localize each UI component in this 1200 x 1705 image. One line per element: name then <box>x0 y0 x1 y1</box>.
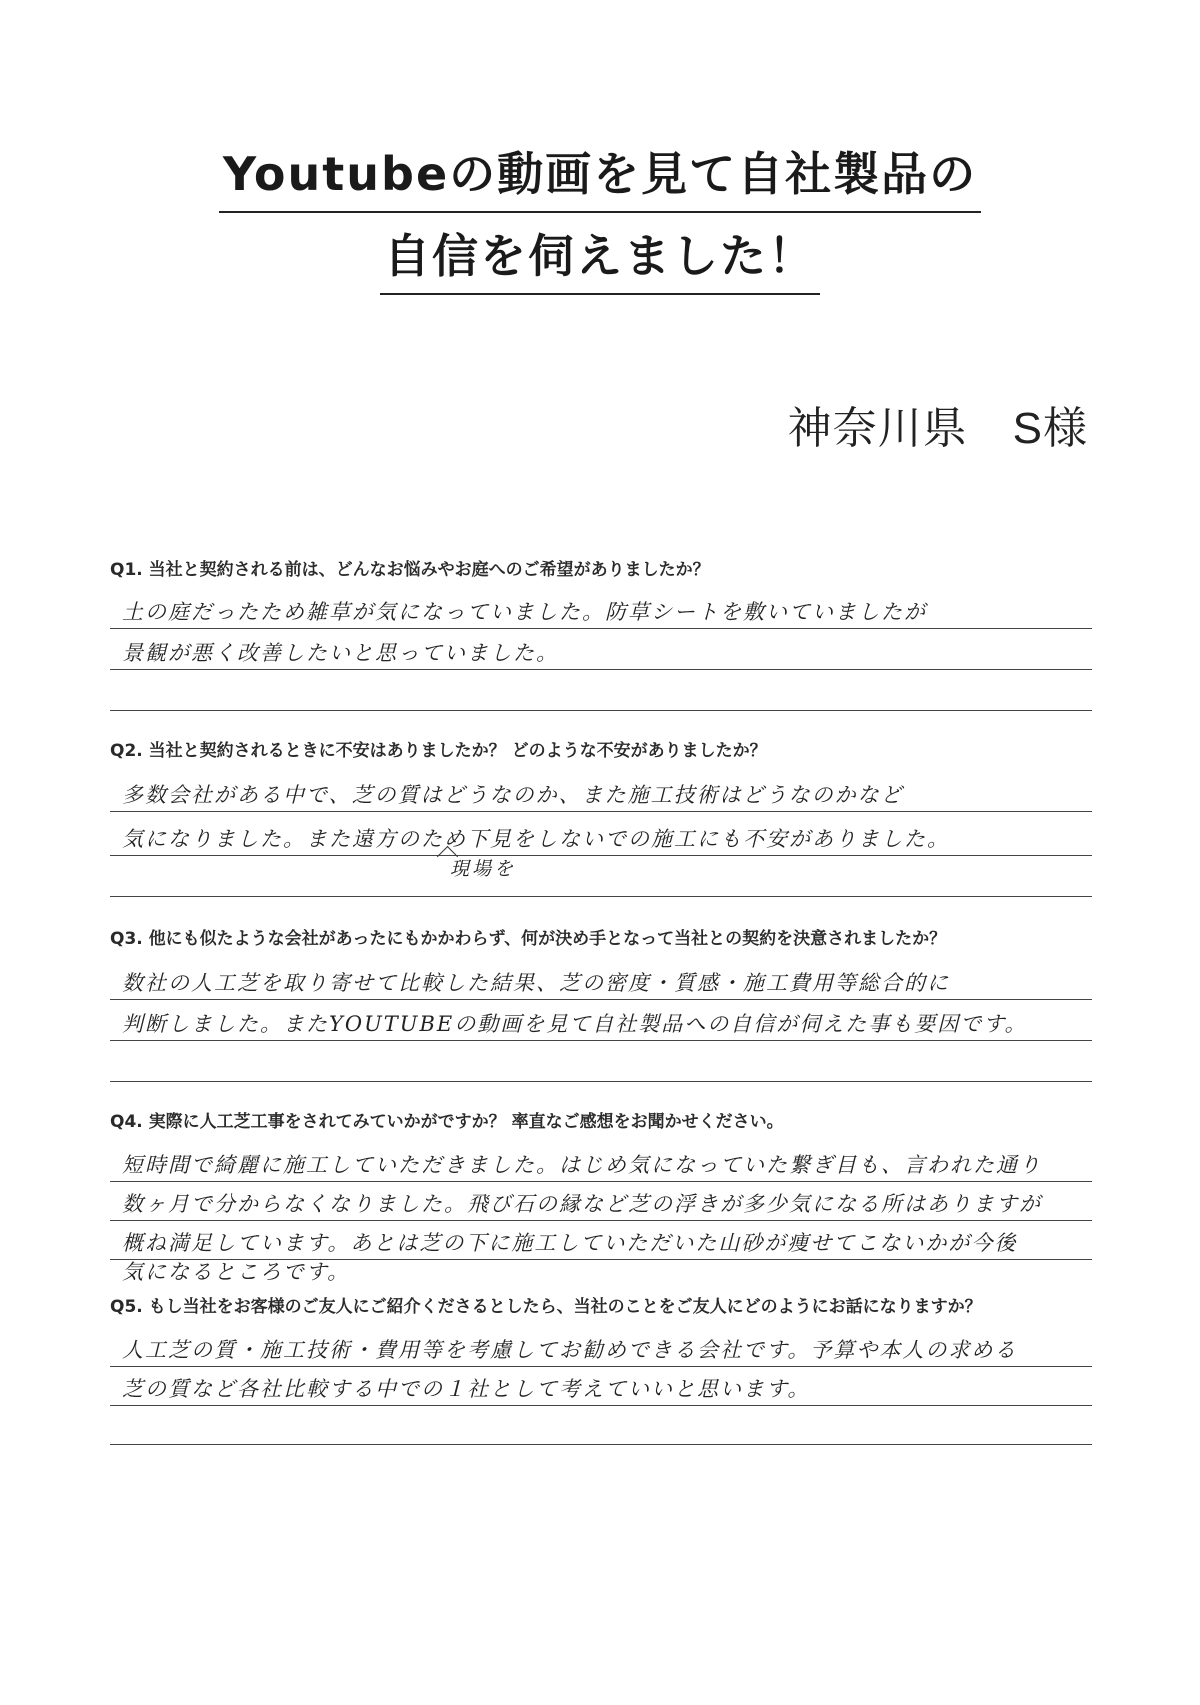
answer-line <box>110 1041 1092 1082</box>
answer-line <box>110 629 1092 670</box>
answer-line <box>110 1000 1092 1041</box>
answer-text: 気になるところです。 <box>122 1260 351 1284</box>
question-label: Q4. 実際に人工芝工事をされてみていかがですか？ 率直なご感想をお聞かせください。 <box>110 1112 784 1132</box>
answer-line <box>110 812 1092 856</box>
answer-line <box>110 1137 1092 1182</box>
question-label: Q1. 当社と契約される前は、どんなお悩みやお庭へのご希望がありましたか？ <box>110 560 710 580</box>
answer-text: 気になりました。また遠方のため下見をしないでの施工にも不安がありました。 <box>122 827 950 851</box>
answer-line-overflow <box>110 1260 1092 1286</box>
answer-text: 芝の質など各社比較する中での１社として考えていいと思います。 <box>122 1377 811 1401</box>
inserted-note: 現場を <box>450 858 517 880</box>
answer-line <box>110 1221 1092 1260</box>
answer-line <box>110 1406 1092 1445</box>
title-line-1: Youtubeの動画を見て自社製品の <box>219 145 981 213</box>
answer-line <box>110 1182 1092 1221</box>
answer-text: 判断しました。またYOUTUBEの動画を見て自社製品への自信が伺えた事も要因です。 <box>122 1012 1028 1036</box>
answer-line <box>110 766 1092 812</box>
question-4 <box>110 1107 1092 1286</box>
answer-text: 人工芝の質・施工技術・費用等を考慮してお勧めできる会社です。予算や本人の求める <box>122 1338 1018 1362</box>
answer-line <box>110 1322 1092 1367</box>
title-block <box>0 145 1200 309</box>
answer-text: 短時間で綺麗に施工していただきました。はじめ気になっていた繋ぎ目も、言われた通り <box>122 1153 1042 1177</box>
answer-text: 概ね満足しています。あとは芝の下に施工していただいた山砂が痩せてこないかが今後 <box>122 1231 1018 1255</box>
customer-name: 神奈川県 S様 <box>787 404 1088 453</box>
question-3 <box>110 924 1092 1082</box>
question-label: Q3. 他にも似たような会社があったにもかかわらず、何が決め手となって当社との契約を決意されましたか？ <box>110 929 947 949</box>
answer-text: 数ヶ月で分からなくなりました。飛び石の縁など芝の浮きが多少気になる所はありますが <box>122 1192 1042 1216</box>
question-label: Q5. もし当社をお客様のご友人にご紹介くださるとしたら、当社のことをご友人にどのようにお話になりますか？ <box>110 1297 982 1317</box>
answer-text: 多数会社がある中で、芝の質はどうなのか、また施工技術はどうなのかなど <box>122 783 904 807</box>
answer-line <box>110 954 1092 1000</box>
title-line-2: 自信を伺えました！ <box>380 227 820 295</box>
question-2 <box>110 736 1092 897</box>
answer-text: 土の庭だったため雑草が気になっていました。防草シートを敷いていましたが <box>122 600 927 624</box>
question-label: Q2. 当社と契約されるときに不安はありましたか？ どのような不安がありましたか？ <box>110 741 767 761</box>
answer-line <box>110 856 1092 897</box>
question-1 <box>110 555 1092 711</box>
answer-line <box>110 670 1092 711</box>
answer-text: 景観が悪く改善したいと思っていました。 <box>122 641 559 665</box>
question-5 <box>110 1292 1092 1445</box>
answer-line <box>110 585 1092 629</box>
answer-text: 数社の人工芝を取り寄せて比較した結果、芝の密度・質感・施工費用等総合的に <box>122 971 950 995</box>
answer-line <box>110 1367 1092 1406</box>
